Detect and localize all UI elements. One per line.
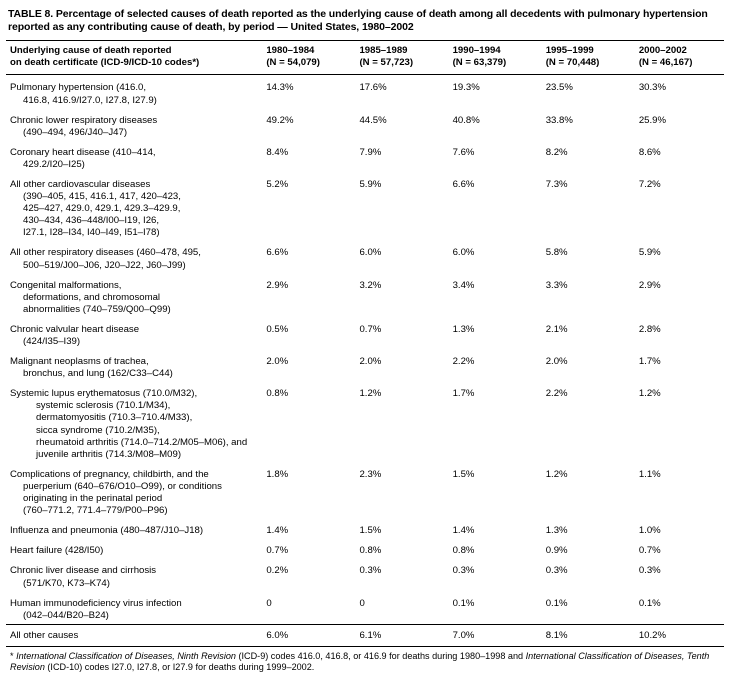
row-value: 5.9% [638,247,661,259]
row-value: 0.2% [266,565,289,577]
header-line-2: (N = 46,167) [638,57,693,69]
row-value: 0.7% [638,545,661,557]
row-value: 0.5% [266,323,289,335]
row-value: 33.8% [545,114,573,126]
row-label-line: Human immunodeficiency virus infection [10,597,182,609]
footnote-marker: * [10,650,14,661]
row-label [6,350,258,382]
row-value: 0.9% [545,545,568,557]
row-value: 2.2% [452,356,475,368]
footnote-text-3: (ICD-10) codes I27.0, I27.8, or I27.9 for deaths during 1999–2002. [44,662,315,673]
header-line-1: 2000–2002 [638,45,687,57]
row-label-line: bronchus, and lung (162/C33–C44) [23,368,173,380]
row-value: 1.2% [545,468,568,480]
table-row [6,109,724,141]
row-label-line: 500–519/J00–J06, J20–J22, J60–J99) [23,259,186,271]
row-value: 23.5% [545,82,573,94]
row-label [6,109,258,141]
row-label-line: Chronic lower respiratory diseases [10,114,158,126]
row-value: 30.3% [638,82,667,94]
column-header-1995-1999 [538,41,631,75]
row-value: 1.5% [452,468,475,480]
row-label-line: 429.2/I20–I25) [23,158,85,170]
row-value: 1.0% [638,525,661,537]
table-title: TABLE 8. Percentage of selected causes of death reported as the underlying cause of death among all decedents with pulmonary hypertension reported as any contributing cause of death, by period — United States, 1980–2002 [8,8,708,34]
row-value: 0.3% [545,565,568,577]
row-value: 44.5% [359,114,387,126]
row-label [6,241,258,273]
row-value: 6.6% [266,247,289,259]
row-value: 19.3% [452,82,480,94]
row-value: 0.7% [359,323,382,335]
row-value: 3.2% [359,279,382,291]
table-row [6,624,724,646]
row-label-line: Chronic valvular heart disease [10,323,140,335]
row-value: 2.8% [638,323,661,335]
row-value: 1.4% [452,525,475,537]
row-value: 0 [266,597,272,609]
row-value: 6.6% [452,178,475,190]
row-value: 25.9% [638,114,667,126]
row-label-line: abnormalities (740–759/Q00–Q99) [23,303,171,315]
row-label-line: Influenza and pneumonia (480–487/J10–J18) [10,525,204,537]
row-value: 8.2% [545,146,568,158]
header-line-2: (N = 54,079) [266,57,320,69]
row-value: 2.0% [266,356,289,368]
footnote-text-2: (ICD-9) codes 416.0, 416.8, or 416.9 for deaths during 1980–1998 and [235,650,526,661]
table-row [6,241,724,273]
header-line-2: (N = 63,379) [452,57,507,69]
row-label-line: systemic sclerosis (710.1/M34), [36,400,171,412]
table-footnote [10,651,720,674]
row-value: 7.3% [545,178,568,190]
header-row [6,41,724,75]
row-label-line: (490–494, 496/J40–J47) [23,126,128,138]
column-header-1990-1994 [445,41,538,75]
row-value: 0.1% [545,597,568,609]
row-value: 7.6% [452,146,475,158]
row-label [6,318,258,350]
header-line-2: on death certificate (ICD-9/ICD-10 codes*) [10,57,200,69]
row-value: 2.9% [638,279,661,291]
row-label-line: All other cardiovascular diseases [10,178,151,190]
row-label-line: (390–405, 415, 416.1, 417, 420–423, [23,191,181,203]
row-value: 49.2% [266,114,294,126]
row-label-line: All other respiratory diseases (460–478, 495, [10,247,201,259]
row-label-line: Malignant neoplasms of trachea, [10,356,149,368]
row-value: 17.6% [359,82,387,94]
table-row [6,519,724,539]
header-line-1: Underlying cause of death reported [10,45,172,57]
row-value: 0.8% [266,388,289,400]
header-line-1: 1990–1994 [452,45,501,57]
row-label-line: Heart failure (428/I50) [10,545,104,557]
table-row [6,350,724,382]
row-value: 2.1% [545,323,568,335]
row-value: 8.4% [266,146,289,158]
row-label-line: sicca syndrome (710.2/M35), [36,424,160,436]
column-header-1985-1989 [351,41,444,75]
row-value: 0.3% [452,565,475,577]
row-label-line: 430–434, 436–448/I00–I19, I26, [23,215,160,227]
row-value: 2.2% [545,388,568,400]
row-value: 7.9% [359,146,382,158]
row-label [6,624,258,646]
row-label-line: Coronary heart disease (410–414, [10,146,156,158]
row-label-line: (571/K70, K73–K74) [23,577,110,589]
row-value: 5.9% [359,178,382,190]
row-value: 7.2% [638,178,661,190]
row-value: 6.0% [359,247,382,259]
row-value: 3.3% [545,279,568,291]
table-row [6,592,724,625]
header-line-2: (N = 70,448) [545,57,600,69]
row-value: 1.1% [638,468,661,480]
row-label-line: 425–427, 429.0, 429.1, 429.3–429.9, [23,203,181,215]
row-value: 0.7% [266,545,289,557]
row-value: 8.1% [538,624,631,646]
header-line-1: 1980–1984 [266,45,315,57]
row-value: 1.3% [452,323,475,335]
footnote-italic-1: International Classification of Diseases, Ninth Revision [16,650,236,661]
row-value: 5.8% [545,247,568,259]
row-value: 0.3% [359,565,382,577]
row-value: 0.3% [638,565,661,577]
footnote-italic-2: International Classification of Diseases, Tenth Revision [10,650,710,673]
row-value: 2.0% [545,356,568,368]
row-label [6,382,258,463]
table-header [6,41,724,75]
row-value: 0.8% [452,545,475,557]
row-value: 0 [359,597,365,609]
row-value: 6.0% [452,247,475,259]
row-value: 8.6% [638,146,661,158]
table-row [6,539,724,559]
row-value: 1.7% [452,388,475,400]
row-label [6,75,258,109]
row-value: 2.3% [359,468,382,480]
column-header-cause [6,41,258,75]
row-label-line: Chronic liver disease and cirrhosis [10,565,157,577]
row-label-line: Complications of pregnancy, childbirth, and the [10,468,209,480]
row-label-line: Pulmonary hypertension (416.0, [10,82,146,94]
row-value: 2.0% [359,356,382,368]
row-value: 1.8% [266,468,289,480]
data-table [6,40,724,646]
row-label-line: originating in the perinatal period [23,493,163,505]
row-label-line: rheumatoid arthritis (714.0–714.2/M05–M06), and [36,436,248,448]
row-value: 2.9% [266,279,289,291]
header-line-1: 1985–1989 [359,45,408,57]
column-header-1980-1984 [258,41,351,75]
row-label [6,173,258,241]
row-value: 5.2% [266,178,289,190]
row-value: 10.2% [631,624,724,646]
header-line-1: 1995–1999 [545,45,594,57]
row-label-line: juvenile arthritis (714.3/M08–M09) [36,448,182,460]
row-value: 1.4% [266,525,289,537]
row-value: 1.7% [638,356,661,368]
row-value: 14.3% [266,82,294,94]
row-value: 6.1% [351,624,444,646]
row-label [6,141,258,173]
row-label-line: Systemic lupus erythematosus (710.0/M32), [10,388,198,400]
row-label [6,559,258,591]
row-label [6,519,258,539]
row-value: 1.2% [638,388,661,400]
row-label-line: (042–044/B20–B24) [23,609,109,621]
row-label-line: Congenital malformations, [10,279,122,291]
row-label [6,539,258,559]
row-value: 0.8% [359,545,382,557]
column-header-2000-2002 [631,41,724,75]
row-value: 40.8% [452,114,480,126]
header-line-2: (N = 57,723) [359,57,414,69]
row-label-line: (424/I35–I39) [23,336,81,347]
row-value: 3.4% [452,279,475,291]
table-row [6,141,724,173]
table-row [6,559,724,591]
table-row [6,173,724,241]
row-label-line: I27.1, I28–I34, I40–I49, I51–I78) [23,227,160,239]
row-value: 0.1% [452,597,475,609]
row-label-line: puerperium (640–676/O10–O99), or conditions [23,480,222,492]
table-row [6,463,724,519]
row-label-line: All other causes [10,629,79,641]
row-label-line: 416.8, 416.9/I27.0, I27.8, I27.9) [23,94,157,106]
row-value: 6.0% [258,624,351,646]
row-label-line: (760–771.2, 771.4–779/P00–P96) [23,505,168,517]
row-label [6,592,258,625]
table-row [6,382,724,463]
row-label [6,274,258,318]
table-row [6,75,724,109]
row-value: 0.1% [638,597,661,609]
row-value: 1.2% [359,388,382,400]
row-value: 1.3% [545,525,568,537]
row-label [6,463,258,519]
table-row [6,318,724,350]
table-body [6,75,724,646]
row-value: 7.0% [445,624,538,646]
table-row [6,274,724,318]
row-label-line: deformations, and chromosomal [23,291,161,303]
row-label-line: dermatomyositis (710.3–710.4/M33), [36,412,193,424]
row-value: 1.5% [359,525,382,537]
